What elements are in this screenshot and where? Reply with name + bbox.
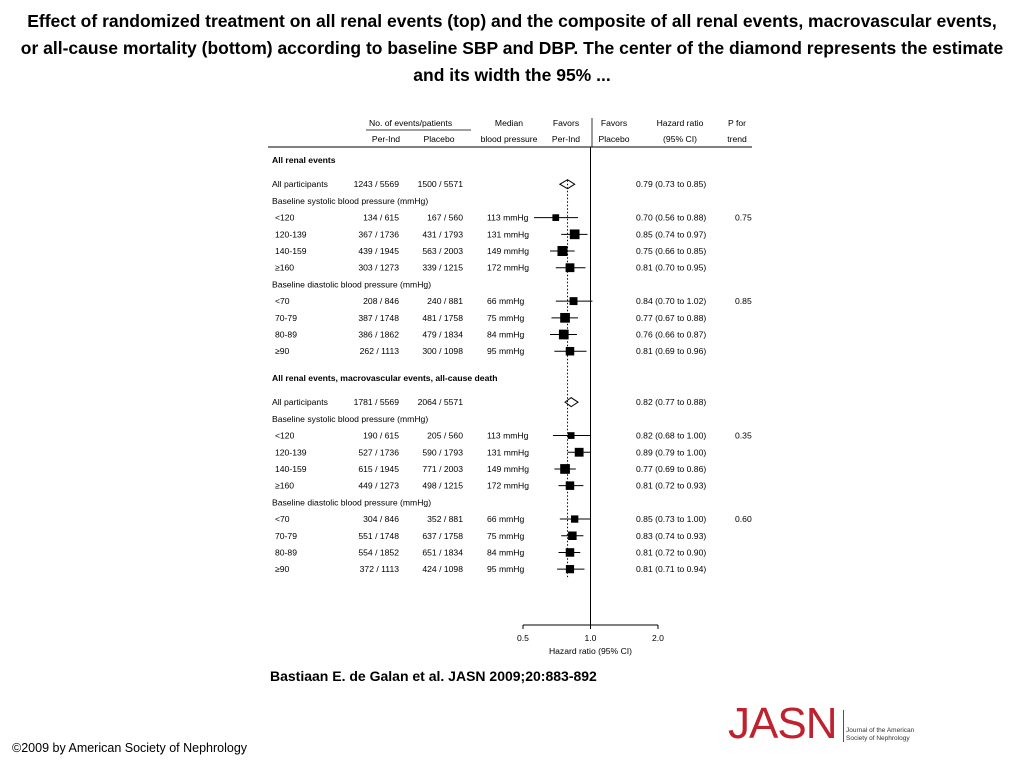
- x-tick-label-0: 0.5: [517, 633, 529, 643]
- estimate-square-3: [552, 214, 559, 221]
- row-median-9: 75 mmHg: [487, 312, 525, 323]
- estimate-square-5: [557, 246, 567, 256]
- row-p-trend-8: 0.85: [735, 296, 752, 307]
- header-per-ind: Per-Ind: [371, 134, 401, 144]
- row-per-ind-24: 372 / 1113: [359, 564, 399, 575]
- row-p-trend-16: 0.35: [735, 430, 752, 441]
- row-median-5: 149 mmHg: [487, 246, 530, 257]
- header-placebo: Placebo: [423, 134, 455, 144]
- estimate-square-6: [566, 263, 575, 272]
- row-per-ind-19: 449 / 1273: [358, 480, 399, 491]
- x-tick-label-1: 1.0: [584, 633, 597, 643]
- estimate-square-16: [568, 432, 575, 439]
- estimate-square-22: [568, 532, 577, 541]
- row-hazard-ratio-24: 0.81 (0.71 to 0.94): [636, 564, 707, 575]
- header-p-trend-2: trend: [727, 134, 747, 144]
- row-hazard-ratio-1: 0.79 (0.73 to 0.85): [636, 179, 707, 190]
- row-median-21: 66 mmHg: [487, 514, 525, 525]
- header-favors-left-1: Favors: [552, 118, 580, 128]
- estimate-square-23: [566, 548, 575, 557]
- row-placebo-11: 300 / 1098: [422, 346, 463, 357]
- row-per-ind-8: 208 / 846: [363, 296, 399, 307]
- row-per-ind-10: 386 / 1862: [358, 329, 399, 340]
- x-tick-label-2: 2.0: [652, 633, 664, 643]
- row-label-16: <120: [275, 430, 295, 441]
- row-label-9: 70-79: [275, 312, 297, 323]
- row-placebo-5: 563 / 2003: [422, 246, 463, 257]
- row-placebo-4: 431 / 1793: [422, 229, 463, 240]
- row-median-18: 149 mmHg: [487, 463, 530, 474]
- row-hazard-ratio-5: 0.75 (0.66 to 0.85): [636, 246, 707, 257]
- row-label-17: 120-139: [275, 447, 307, 458]
- estimate-square-17: [575, 448, 584, 457]
- header-favors-per-ind: Per-Ind: [551, 134, 581, 144]
- row-hazard-ratio-10: 0.76 (0.66 to 0.87): [636, 329, 707, 340]
- row-per-ind-14: 1781 / 5569: [353, 397, 399, 408]
- copyright-notice: ©2009 by American Society of Nephrology: [12, 741, 248, 755]
- row-median-10: 84 mmHg: [487, 329, 525, 340]
- row-placebo-8: 240 / 881: [427, 296, 463, 307]
- row-per-ind-1: 1243 / 5569: [353, 179, 399, 190]
- row-label-22: 70-79: [275, 530, 297, 541]
- row-label-6: ≥160: [275, 262, 295, 273]
- row-median-22: 75 mmHg: [487, 530, 525, 541]
- row-placebo-14: 2064 / 5571: [417, 397, 463, 408]
- row-median-11: 95 mmHg: [487, 346, 525, 357]
- row-hazard-ratio-18: 0.77 (0.69 to 0.86): [636, 463, 707, 474]
- row-median-4: 131 mmHg: [487, 229, 530, 240]
- row-label-3: <120: [275, 212, 295, 223]
- row-label-21: <70: [275, 514, 290, 525]
- row-hazard-ratio-9: 0.77 (0.67 to 0.88): [636, 312, 707, 323]
- row-per-ind-22: 551 / 1748: [358, 530, 399, 541]
- row-hazard-ratio-8: 0.84 (0.70 to 1.02): [636, 296, 707, 307]
- jasn-logo: [728, 700, 928, 750]
- header-median-1: Median: [494, 118, 524, 128]
- row-hazard-ratio-4: 0.85 (0.74 to 0.97): [636, 229, 707, 240]
- row-per-ind-16: 190 / 615: [363, 430, 399, 441]
- citation: Bastiaan E. de Galan et al. JASN 2009;20:883-892: [270, 668, 597, 684]
- row-p-trend-21: 0.60: [735, 514, 752, 525]
- row-placebo-6: 339 / 1215: [422, 262, 463, 273]
- row-per-ind-17: 527 / 1736: [358, 447, 399, 458]
- estimate-diamond-14: [565, 398, 578, 407]
- row-placebo-21: 352 / 881: [427, 514, 463, 525]
- section-title-0: All renal events: [272, 155, 336, 165]
- estimate-square-8: [570, 297, 578, 305]
- estimate-square-19: [566, 481, 575, 490]
- row-hazard-ratio-16: 0.82 (0.68 to 1.00): [636, 430, 707, 441]
- row-label-4: 120-139: [275, 229, 307, 240]
- row-placebo-10: 479 / 1834: [422, 329, 463, 340]
- row-median-17: 131 mmHg: [487, 447, 530, 458]
- row-hazard-ratio-14: 0.82 (0.77 to 0.88): [636, 397, 707, 408]
- row-label-24: ≥90: [275, 564, 290, 575]
- estimate-square-4: [570, 229, 580, 239]
- estimate-square-11: [566, 347, 575, 356]
- section-title-13: All renal events, macrovascular events, all-cause death: [272, 372, 498, 383]
- estimate-square-18: [560, 464, 570, 474]
- row-placebo-18: 771 / 2003: [422, 463, 463, 474]
- row-per-ind-11: 262 / 1113: [359, 346, 399, 357]
- subheader-2: Baseline systolic blood pressure (mmHg): [272, 195, 429, 206]
- x-axis-label: Hazard ratio (95% CI): [548, 646, 633, 656]
- header-favors-right-1: Favors: [600, 118, 628, 128]
- row-median-8: 66 mmHg: [487, 296, 525, 307]
- logo-wordmark: JASN: [728, 699, 837, 748]
- header-hazard-ratio-1: Hazard ratio: [656, 118, 704, 128]
- row-placebo-22: 637 / 1758: [422, 530, 463, 541]
- row-placebo-19: 498 / 1215: [422, 480, 463, 491]
- row-hazard-ratio-19: 0.81 (0.72 to 0.93): [636, 480, 707, 491]
- header-hazard-ratio-2: (95% CI): [663, 134, 697, 144]
- row-median-16: 113 mmHg: [487, 430, 529, 441]
- row-label-10: 80-89: [275, 329, 297, 340]
- row-placebo-1: 1500 / 5571: [417, 179, 463, 190]
- row-per-ind-4: 367 / 1736: [358, 229, 399, 240]
- header-favors-placebo: Placebo: [598, 134, 630, 144]
- row-median-24: 95 mmHg: [487, 564, 525, 575]
- row-label-1: All participants: [272, 179, 328, 190]
- row-hazard-ratio-11: 0.81 (0.69 to 0.96): [636, 346, 707, 357]
- row-label-11: ≥90: [275, 346, 290, 357]
- header-p-trend-1: P for: [728, 118, 746, 128]
- row-label-8: <70: [275, 296, 290, 307]
- subheader-15: Baseline systolic blood pressure (mmHg): [272, 413, 429, 424]
- row-median-23: 84 mmHg: [487, 547, 525, 558]
- page-title: Effect of randomized treatment on all renal events (top) and the composite of all renal events, macrovascular events, or all-cause mortality (bottom) according to baseline SBP and DBP. The center of the diamond represents the estimate and its width the 95% ...: [20, 11, 1004, 85]
- row-per-ind-23: 554 / 1852: [358, 547, 399, 558]
- logo-subtitle-line2: Society of Nephrology: [846, 735, 910, 742]
- row-hazard-ratio-6: 0.81 (0.70 to 0.95): [636, 262, 707, 273]
- row-label-5: 140-159: [275, 246, 307, 257]
- row-label-19: ≥160: [275, 480, 295, 491]
- subheader-20: Baseline diastolic blood pressure (mmHg): [272, 497, 432, 508]
- logo-divider: [843, 710, 844, 742]
- row-placebo-3: 167 / 560: [427, 212, 463, 223]
- logo-subtitle-line1: Journal of the American: [846, 727, 915, 734]
- row-per-ind-9: 387 / 1748: [358, 312, 399, 323]
- row-per-ind-21: 304 / 846: [363, 514, 399, 525]
- row-label-18: 140-159: [275, 463, 307, 474]
- row-median-6: 172 mmHg: [487, 262, 530, 273]
- row-hazard-ratio-21: 0.85 (0.73 to 1.00): [636, 514, 707, 525]
- row-placebo-24: 424 / 1098: [422, 564, 463, 575]
- row-hazard-ratio-22: 0.83 (0.74 to 0.93): [636, 530, 707, 541]
- header-events-group: No. of events/patients: [369, 118, 453, 128]
- row-hazard-ratio-3: 0.70 (0.56 to 0.88): [636, 212, 707, 223]
- logo-subtitle: [846, 727, 936, 743]
- row-p-trend-3: 0.75: [735, 212, 752, 223]
- row-placebo-23: 651 / 1834: [422, 547, 463, 558]
- row-placebo-9: 481 / 1758: [422, 312, 463, 323]
- row-median-3: 113 mmHg: [487, 212, 529, 223]
- row-placebo-17: 590 / 1793: [422, 447, 463, 458]
- row-label-14: All participants: [272, 397, 328, 408]
- row-per-ind-6: 303 / 1273: [358, 262, 399, 273]
- row-placebo-16: 205 / 560: [427, 430, 463, 441]
- row-per-ind-3: 134 / 615: [363, 212, 399, 223]
- row-per-ind-18: 615 / 1945: [358, 463, 399, 474]
- row-median-19: 172 mmHg: [487, 480, 530, 491]
- subheader-7: Baseline diastolic blood pressure (mmHg): [272, 279, 432, 290]
- estimate-square-9: [560, 313, 570, 323]
- estimate-square-21: [571, 515, 578, 522]
- row-hazard-ratio-17: 0.89 (0.79 to 1.00): [636, 447, 707, 458]
- header-median-2: blood pressure: [480, 134, 538, 144]
- row-per-ind-5: 439 / 1945: [358, 246, 399, 257]
- row-label-23: 80-89: [275, 547, 297, 558]
- row-hazard-ratio-23: 0.81 (0.72 to 0.90): [636, 547, 707, 558]
